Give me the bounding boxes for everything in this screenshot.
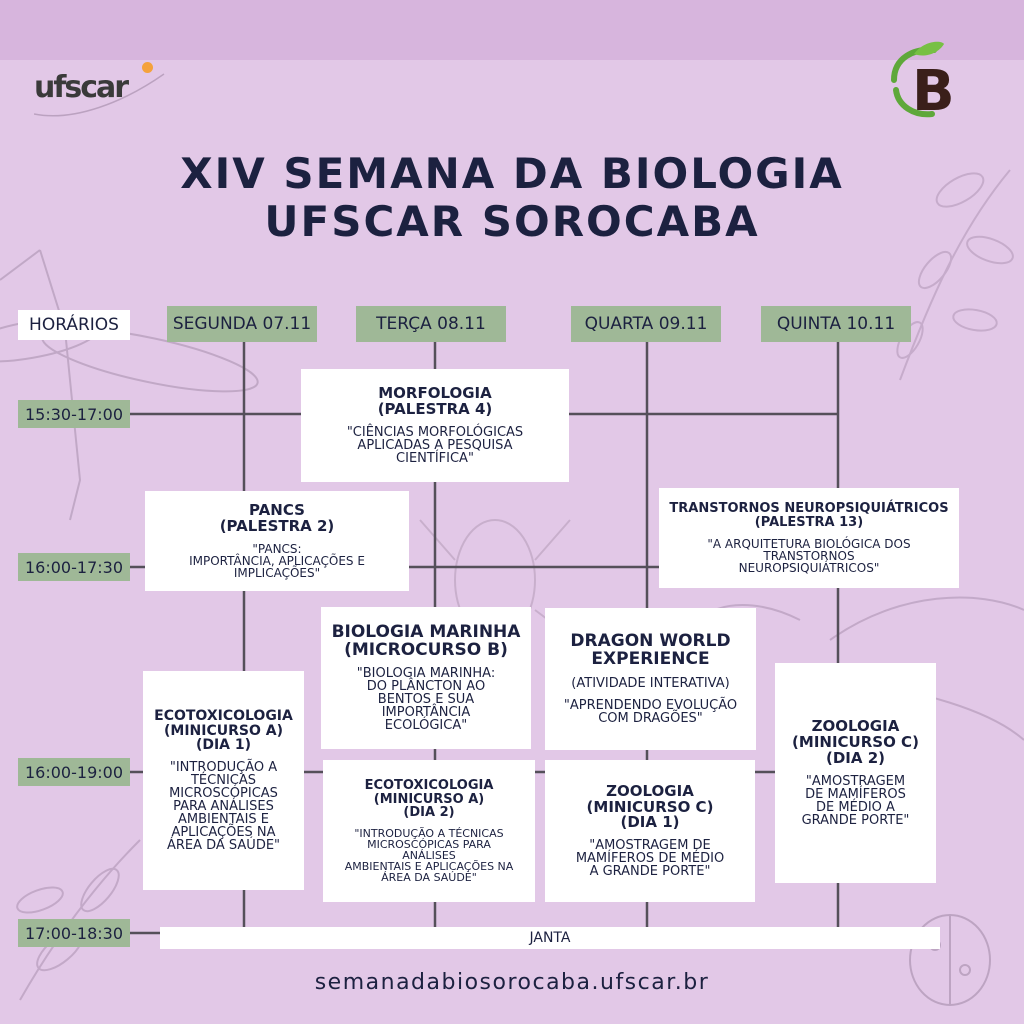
event-pancs-subtitle: "PANCS: IMPORTÂNCIA, APLICAÇÕES E IMPLICAÇÕES" xyxy=(189,541,365,580)
event-biologia-marinha xyxy=(321,607,531,749)
event-dragon-world xyxy=(545,608,756,750)
event-zoologia-dia1-subtitle: "AMOSTRAGEM DE MAMÍFEROS DE MÉDIO A GRANDE PORTE" xyxy=(575,838,725,880)
website-url[interactable]: semanadabiosorocaba.ufscar.br xyxy=(314,970,710,995)
event-ecotoxicologia-dia1-subtitle: "INTRODUÇÃO A TÉCNICAS MICROSCÓPICAS PARA ANÁLISES AMBIENTAIS E APLICAÇÕES NA ÁREA DA SAÚDE" xyxy=(166,760,281,854)
event-transtornos xyxy=(659,488,959,588)
time-slot-3: 16:00-19:00 xyxy=(18,758,130,786)
event-biologia-marinha-subtitle: "BIOLOGIA MARINHA: DO PLÂNCTON AO BENTOS E SUA IMPORTÂNCIA ECOLÓGICA" xyxy=(356,666,496,734)
event-zoologia-dia2 xyxy=(775,663,936,883)
header-horarios: HORÁRIOS xyxy=(18,310,130,340)
event-ecotoxicologia-dia2-subtitle: "INTRODUÇÃO A TÉCNICAS MICROSCÓPICAS PARA ANÁLISES AMBIENTAIS E APLICAÇÕES NA ÁREA DA SAÚDE" xyxy=(344,826,514,884)
event-ecotoxicologia-dia1-title: ECOTOXICOLOGIA (MINICURSO A) (DIA 1) xyxy=(154,707,293,754)
event-zoologia-dia1-title: ZOOLOGIA (MINICURSO C) (DIA 1) xyxy=(586,781,714,832)
ufscar-logo xyxy=(34,62,174,122)
time-slot-4: 17:00-18:30 xyxy=(18,919,130,947)
event-pancs xyxy=(145,491,409,591)
event-zoologia-dia2-subtitle: "AMOSTRAGEM DE MAMÍFEROS DE MÉDIO A GRANDE PORTE" xyxy=(801,773,910,828)
semana-biologia-logo xyxy=(884,40,964,120)
event-zoologia-dia2-title: ZOOLOGIA (MINICURSO C) (DIA 2) xyxy=(792,717,919,767)
event-biologia-marinha-title: BIOLOGIA MARINHA (MICROCURSO B) xyxy=(331,621,521,660)
event-ecotoxicologia-dia2-title: ECOTOXICOLOGIA (MINICURSO A) (DIA 2) xyxy=(364,778,494,821)
leaf-icon xyxy=(884,40,964,120)
event-zoologia-dia1 xyxy=(545,760,755,902)
time-slot-1: 15:30-17:00 xyxy=(18,400,130,428)
event-pancs-title: PANCS (PALESTRA 2) xyxy=(219,501,335,535)
event-transtornos-subtitle: "A ARQUITETURA BIOLÓGICA DOS TRANSTORNOS NEUROPSIQUIÁTRICOS" xyxy=(707,536,911,575)
header-quinta: QUINTA 10.11 xyxy=(761,306,911,342)
header-quarta: QUARTA 09.11 xyxy=(571,306,721,342)
b-logo-letter: B xyxy=(912,59,955,120)
event-transtornos-title: TRANSTORNOS NEUROPSIQUIÁTRICOS (PALESTRA 13) xyxy=(669,501,949,530)
time-slot-2: 16:00-17:30 xyxy=(18,553,130,581)
event-dragon-world-subtitle: "APRENDENDO EVOLUÇÃO COM DRAGÕES" xyxy=(563,698,738,727)
event-morfologia xyxy=(301,369,569,482)
event-morfologia-title: MORFOLOGIA (PALESTRA 4) xyxy=(377,384,493,418)
event-ecotoxicologia-dia2 xyxy=(323,760,535,902)
janta-bar: JANTA xyxy=(160,927,940,949)
ufscar-logo-dot xyxy=(142,62,153,73)
title-line-1: XIV SEMANA DA BIOLOGIA xyxy=(180,149,844,198)
header-segunda: SEGUNDA 07.11 xyxy=(167,306,317,342)
event-dragon-world-type: (ATIVIDADE INTERATIVA) xyxy=(571,676,730,692)
ufscar-logo-text: ufscar xyxy=(34,70,128,105)
event-ecotoxicologia-dia1 xyxy=(143,671,304,890)
title-line-2: UFSCAR SOROCABA xyxy=(264,197,760,246)
event-morfologia-subtitle: "CIÊNCIAS MORFOLÓGICAS APLICADAS A PESQUISA CIENTÍFICA" xyxy=(346,424,524,466)
header-terca: TERÇA 08.11 xyxy=(356,306,506,342)
event-dragon-world-title: DRAGON WORLD EXPERIENCE xyxy=(570,630,731,669)
